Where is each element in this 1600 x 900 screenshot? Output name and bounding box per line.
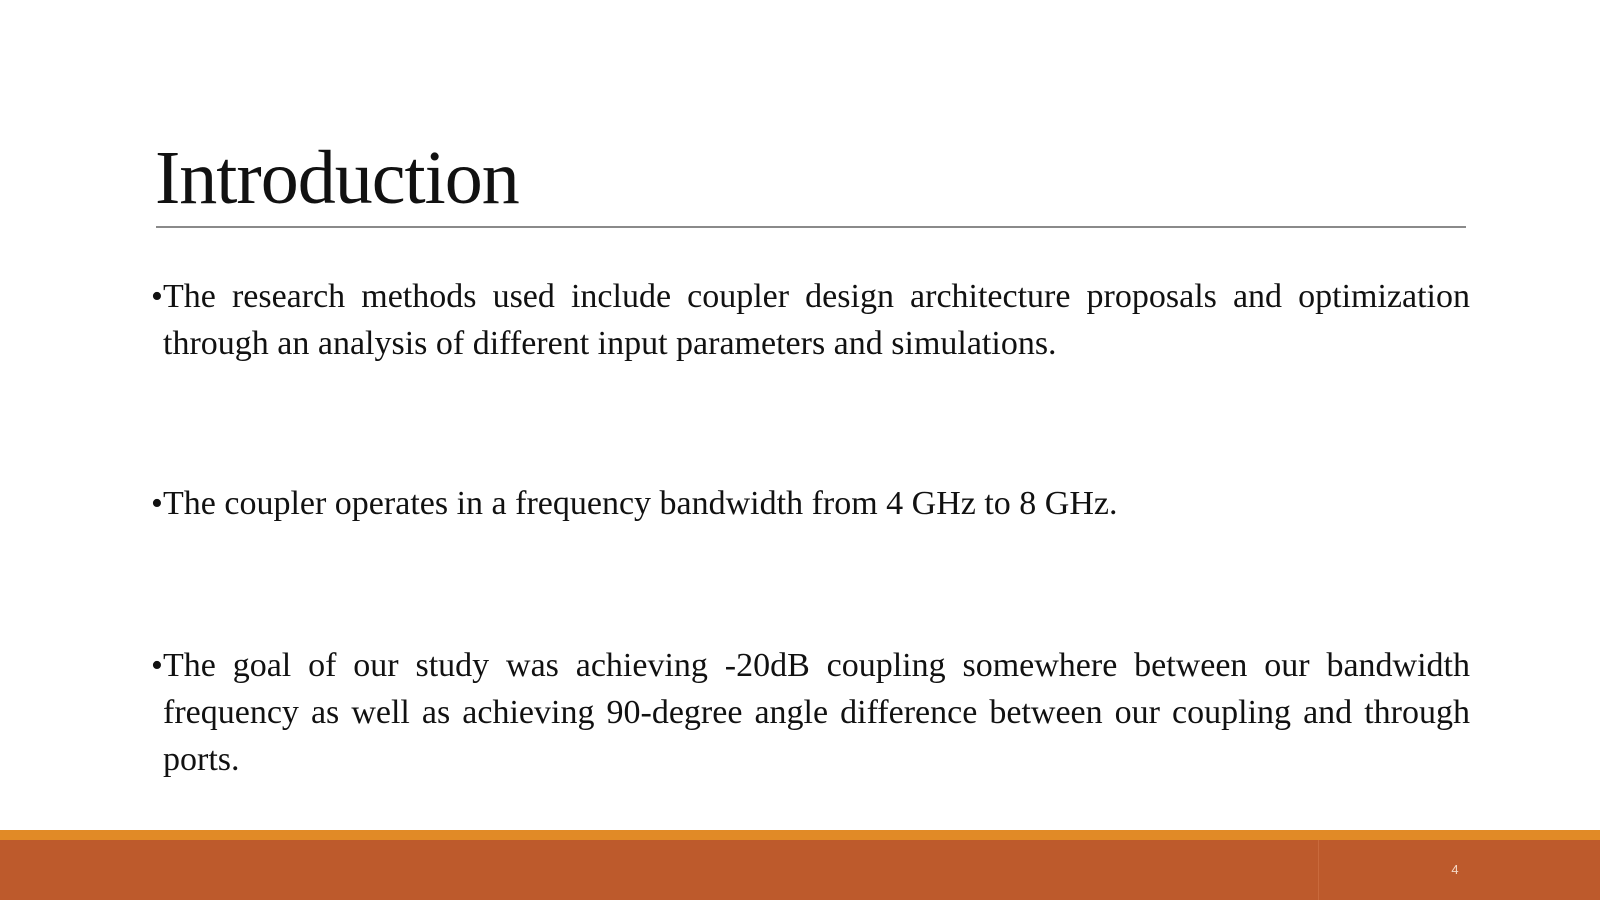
footer-bar: [0, 840, 1600, 900]
bullet-item-2: [151, 480, 1470, 527]
bullet-item-3: [151, 642, 1470, 783]
slide-title: Introduction: [155, 136, 519, 220]
bullet-text: The research methods used include coupler design architecture proposals and optimization through an analysis of different input parameters and simulations.: [163, 278, 1470, 362]
bullet-text: The coupler operates in a frequency bandwidth from 4 GHz to 8 GHz.: [163, 485, 1118, 522]
bullet-item-1: [151, 273, 1470, 367]
footer-divider: [1318, 840, 1319, 900]
page-number: 4: [1451, 862, 1459, 877]
bullet-text: The goal of our study was achieving -20dB coupling somewhere between our bandwidth frequency as well as achieving 90-degree angle difference between our coupling and through ports.: [163, 647, 1470, 778]
footer-accent-stripe: [0, 830, 1600, 840]
bullet-marker: •: [151, 647, 163, 684]
bullet-marker: •: [151, 485, 163, 522]
bullet-marker: •: [151, 278, 163, 315]
title-underline: [156, 226, 1466, 228]
